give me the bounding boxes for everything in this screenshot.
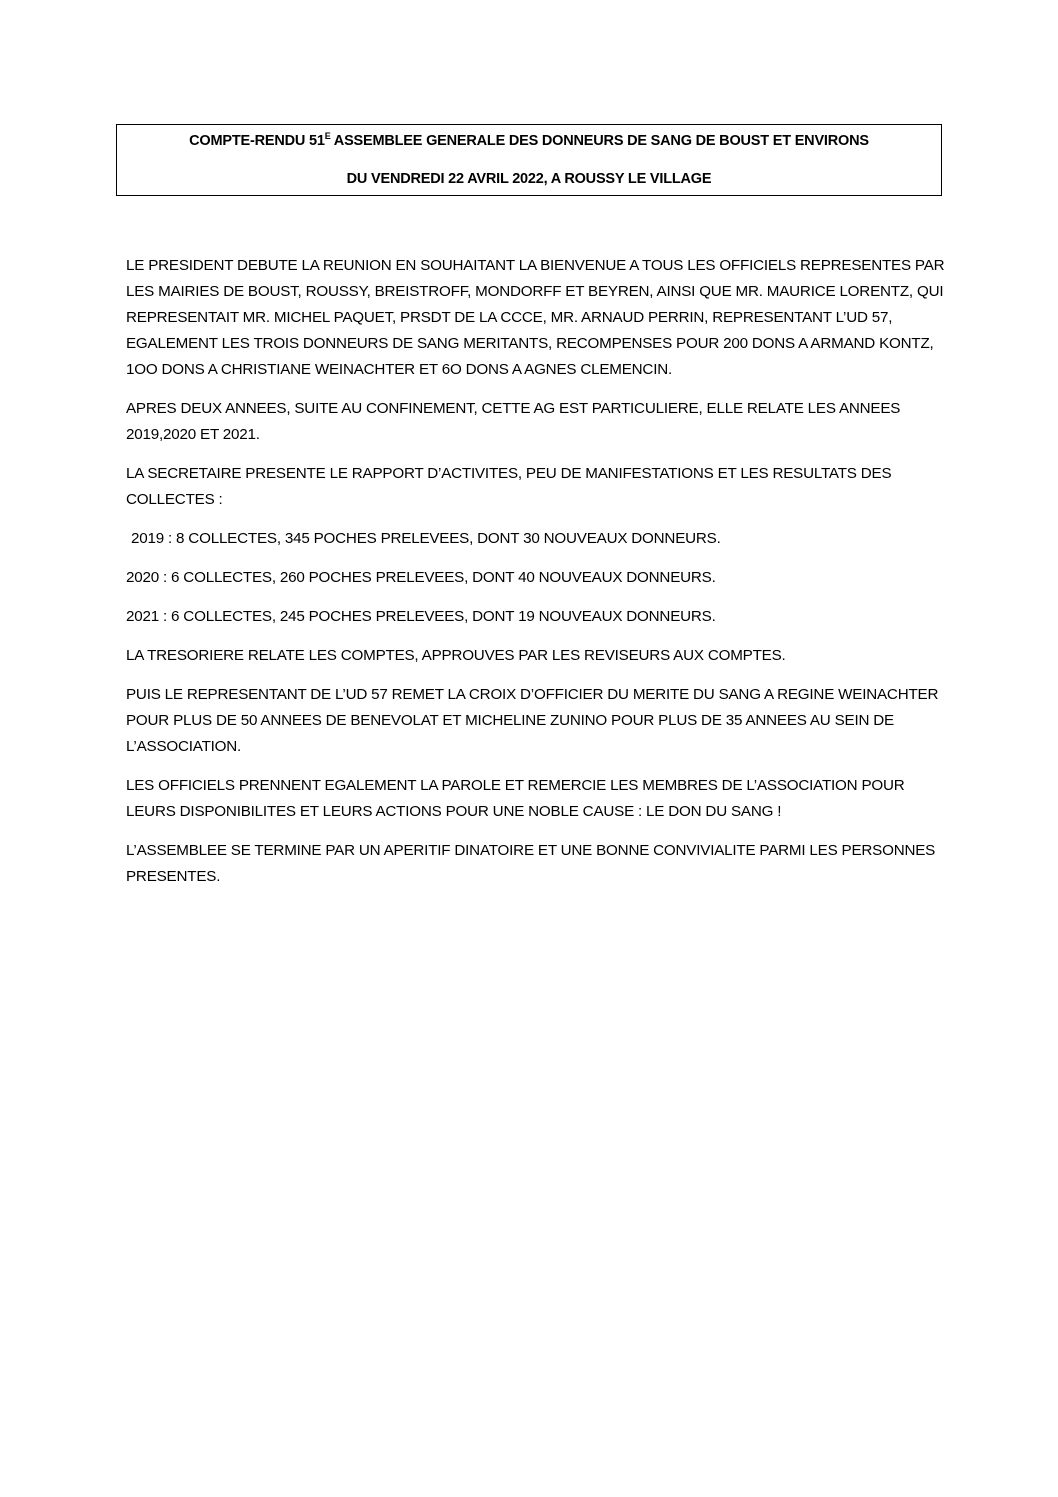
paragraph-treasurer: LA TRESORIERE RELATE LES COMPTES, APPROUVES PAR LES REVISEURS AUX COMPTES.	[126, 647, 786, 664]
paragraph-context: APRES DEUX ANNEES, SUITE AU CONFINEMENT, CETTE AG EST PARTICULIERE, ELLE RELATE LES ANNEES 2019,2020 ET 2021.	[126, 400, 901, 443]
title-box	[116, 124, 942, 196]
paragraph-results-2021: 2021 : 6 COLLECTES, 245 POCHES PRELEVEES, DONT 19 NOUVEAUX DONNEURS.	[126, 608, 716, 625]
title-text-part-a: COMPTE-RENDU 51	[189, 133, 325, 149]
paragraph-officials: LES OFFICIELS PRENNENT EGALEMENT LA PAROLE ET REMERCIE LES MEMBRES DE L’ASSOCIATION POUR LEURS DISPONIBILITES ET LEURS ACTIONS POUR UNE NOBLE CAUSE : LE DON DU SANG !	[126, 777, 905, 820]
title-text-part-b: ASSEMBLEE GENERALE DES DONNEURS DE SANG DE BOUST ET ENVIRONS	[330, 133, 869, 149]
paragraph-awards: PUIS LE REPRESENTANT DE L’UD 57 REMET LA CROIX D’OFFICIER DU MERITE DU SANG A REGINE WEINACHTER POUR PLUS DE 50 ANNEES DE BENEVOLAT ET MICHELINE ZUNINO POUR PLUS DE 35 ANNEES AU SEIN DE L’ASSOCIATION.	[126, 686, 939, 755]
document-title-line-2: DU VENDREDI 22 AVRIL 2022, A ROUSSY LE VILLAGE	[346, 171, 712, 187]
title-ordinal-superscript: E	[324, 131, 331, 142]
paragraph-results-2019: 2019 : 8 COLLECTES, 345 POCHES PRELEVEES, DONT 30 NOUVEAUX DONNEURS.	[131, 530, 721, 547]
document-title-line-1	[117, 133, 941, 149]
paragraph-secretary-report: LA SECRETAIRE PRESENTE LE RAPPORT D’ACTIVITES, PEU DE MANIFESTATIONS ET LES RESULTATS DES COLLECTES :	[126, 465, 892, 508]
paragraph-opening: LE PRESIDENT DEBUTE LA REUNION EN SOUHAITANT LA BIENVENUE A TOUS LES OFFICIELS REPRESENTES PAR LES MAIRIES DE BOUST, ROUSSY, BREISTROFF, MONDORFF ET BEYREN, AINSI QUE MR. MAURICE LORENTZ, QUI REPRESENTAIT MR. MICHEL PAQUET, PRSDT DE LA CCCE, MR. ARNAUD PERRIN, REPRESENTANT L’UD 57, EGALEMENT LES TROIS DONNEURS DE SANG MERITANTS, RECOMPENSES POUR 200 DONS A ARMAND KONTZ, 1OO DONS A CHRISTIANE WEINACHTER ET 6O DONS A AGNES CLEMENCIN.	[126, 257, 945, 378]
paragraph-results-2020: 2020 : 6 COLLECTES, 260 POCHES PRELEVEES, DONT 40 NOUVEAUX DONNEURS.	[126, 569, 716, 586]
paragraph-closing: L’ASSEMBLEE SE TERMINE PAR UN APERITIF DINATOIRE ET UNE BONNE CONVIVIALITE PARMI LES PERSONNES PRESENTES.	[126, 842, 936, 885]
document-body	[126, 253, 946, 903]
